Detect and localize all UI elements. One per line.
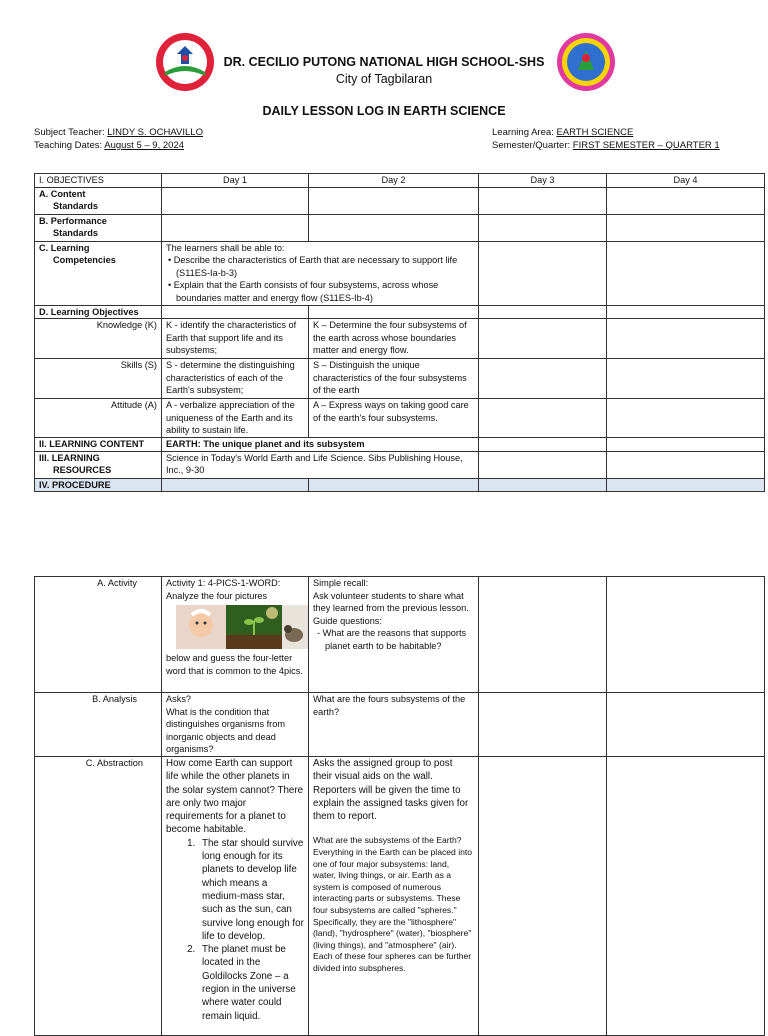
content-standards-label: A. Content Standards: [35, 187, 162, 214]
skills-day1: S - determine the distinguishing characteristics of each of the Earth's subsystem;: [162, 359, 309, 399]
table-row: [35, 187, 765, 214]
area-info: [492, 126, 720, 152]
activity-day2: Simple recall: Ask volunteer students to share what they learned from the previous lesson. Guide questions: - What are the reasons that supports planet earth to be habitable?: [309, 577, 479, 693]
skills-day2: S – Distinguish the unique characteristics of the four subsystems of the earth: [309, 359, 479, 399]
attitude-label: Attitude (A): [35, 399, 162, 438]
activity-day1: Activity 1: 4-PICS-1-WORD: Analyze the four pictures below and guess the four-letter word that is common to the 4pics.: [162, 577, 309, 693]
learning-content-value: EARTH: The unique planet and its subsystem: [162, 437, 479, 451]
procedure-row: [35, 478, 765, 492]
table-row: [35, 577, 765, 693]
skills-label: Skills (S): [35, 359, 162, 399]
attitude-day1: A - verbalize appreciation of the uniqueness of the Earth and its ability to sustain life.: [162, 399, 309, 438]
dates-label: Teaching Dates:: [34, 140, 103, 151]
table-row: [35, 359, 765, 399]
list-item: 1. The star should survive long enough for its planets to develop life which means a medium-mass star, such as the sun, can survive long enough for life to develop.: [198, 837, 304, 943]
analysis-day2: What are the fours subsystems of the earth?: [309, 693, 479, 757]
knowledge-day1: K - identify the characteristics of Earth that support life and its subsystems;: [162, 319, 309, 359]
day4-header: Day 4: [607, 174, 765, 188]
learning-area: EARTH SCIENCE: [556, 127, 634, 138]
table-row: [35, 437, 765, 451]
four-pics-image: [176, 605, 308, 649]
day2-header: Day 2: [309, 174, 479, 188]
city-name: City of Tagbilaran: [335, 72, 433, 86]
learning-content-label: II. LEARNING CONTENT: [35, 437, 162, 451]
activity-label: A. Activity: [35, 577, 162, 693]
knowledge-label: Knowledge (K): [35, 319, 162, 359]
teaching-dates: August 5 – 9, 2024: [104, 140, 185, 151]
day3-header: Day 3: [479, 174, 607, 188]
attitude-day2: A – Express ways on taking good care of the earth's four subsystems.: [309, 399, 479, 438]
semester-label: Semester/Quarter:: [492, 140, 571, 151]
objectives-table: [34, 173, 765, 492]
learning-competencies-label: C. Learning Competencies: [35, 241, 162, 305]
analysis-label: B. Analysis: [35, 693, 162, 757]
teacher-name: LINDY S. OCHAVILLO: [107, 127, 203, 138]
table-row: [35, 319, 765, 359]
teacher-label: Subject Teacher:: [34, 127, 105, 138]
performance-standards-label: B. Performance Standards: [35, 214, 162, 241]
table-row: [35, 757, 765, 1036]
abstraction-day1: How come Earth can support life while the other planets in the solar system cannot? There are only two major requirements for a planet to become habitable. 1. The star should survive long enough for its planets to develop life which means a medium-mass star, such as the sun, can survive long enough for life to develop. 2. The planet must be located in the Goldilocks Zone – a region in the universe where water could remain liquid.: [162, 757, 309, 1036]
abstraction-label: C. Abstraction: [35, 757, 162, 1036]
learning-objectives-label: D. Learning Objectives: [35, 305, 162, 319]
table-row: [35, 399, 765, 438]
procedure-table: [34, 576, 765, 1036]
school-name: DR. CECILIO PUTONG NATIONAL HIGH SCHOOL-SHS: [223, 55, 545, 69]
learning-resources-label: III. LEARNING RESOURCES: [35, 451, 162, 478]
day1-header: Day 1: [162, 174, 309, 188]
document-title: DAILY LESSON LOG IN EARTH SCIENCE: [262, 104, 506, 118]
procedure-label: IV. PROCEDURE: [35, 478, 162, 492]
list-item: 2. The planet must be located in the Goldilocks Zone – a region in the universe where water could remain liquid.: [198, 943, 304, 1023]
teacher-info: [34, 126, 203, 152]
area-label: Learning Area:: [492, 127, 554, 138]
learning-resources-value: Science in Today's World Earth and Life Science. Sibs Publishing House, Inc., 9-30: [162, 451, 479, 478]
objectives-header: I. OBJECTIVES: [35, 174, 162, 188]
semester-quarter: FIRST SEMESTER – QUARTER 1: [572, 140, 720, 151]
table-row: [35, 305, 765, 319]
table-row: [35, 693, 765, 757]
table-header-row: [35, 174, 765, 188]
knowledge-day2: K – Determine the four subsystems of the earth across whose boundaries matter and energy flow.: [309, 319, 479, 359]
competencies-cell: The learners shall be able to: • Describe the characteristics of Earth that are necessary to support life (S11ES-Ia-b-3) • Explain that the Earth consists of four subsystems, across whose boundaries matter and energy flow (S11ES-Ib-4): [162, 241, 479, 305]
abstraction-day2: Asks the assigned group to post their visual aids on the wall. Reporters will be given the time to explain the assigned tasks given for them to report. What are the subsystems of the Earth? Everything in the Earth can be placed into one of four major subsystems: land, water, living things, or air. Earth as a system is composed of numerous interacting parts or subsystems. These four subsystems are called "spheres." Specifically, they are the "lithosphere" (land), "hydrosphere" (water), "biosphere" (living things), and "atmosphere" (air). Each of these four spheres can be further divided into subspheres.: [309, 757, 479, 1036]
table-row: [35, 451, 765, 478]
analysis-day1: Asks? What is the condition that distinguishes organisms from inorganic objects and dead organisms?: [162, 693, 309, 757]
table-row: [35, 214, 765, 241]
table-row: [35, 241, 765, 305]
